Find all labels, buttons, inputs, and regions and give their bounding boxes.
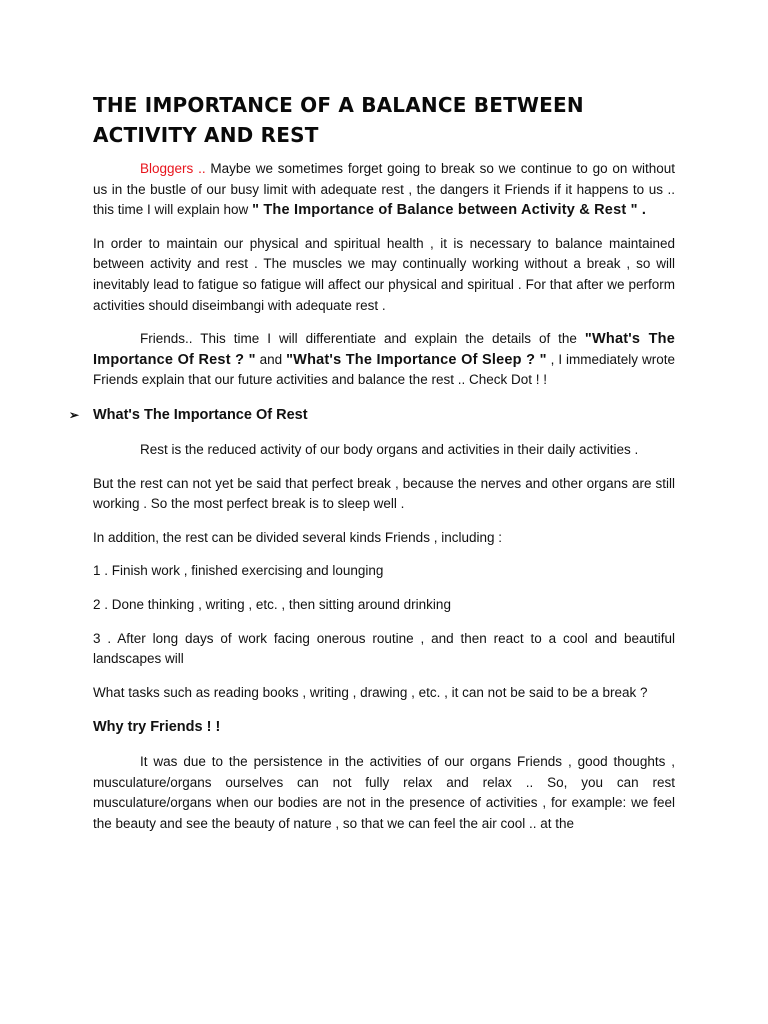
paragraph-2-text-b: and (255, 351, 287, 367)
section-heading-why: Why try Friends ! ! (93, 719, 221, 736)
intro-emphasis: " The Importance of Balance between Activity & Rest " . (252, 202, 647, 219)
document-title: THE IMPORTANCE OF A BALANCE BETWEEN ACTIVITY AND REST (93, 93, 584, 147)
list-item: 1 . Finish work , finished exercising and lounging (93, 563, 384, 579)
rest-definition: Rest is the reduced activity of our body organs and activities in their daily activities . (140, 441, 639, 457)
rest-not-perfect: But the rest can not yet be said that perfect break , because the nerves and other organs are still working . So the most perfect break is to sleep well . (93, 475, 675, 512)
intro-paragraph (93, 159, 675, 221)
list-item: 3 . After long days of work facing onerous routine , and then react to a cool and beautiful landscapes will (93, 630, 675, 667)
paragraph-2-emphasis-sleep: "What's The Importance Of Sleep ? " (286, 351, 547, 368)
rest-kinds-intro: In addition, the rest can be divided several kinds Friends , including : (93, 529, 502, 545)
section-heading-rest (69, 404, 675, 426)
list-item: 2 . Done thinking , writing , etc. , then sitting around drinking (93, 596, 451, 612)
rest-question: What tasks such as reading books , writing , drawing , etc. , it can not be said to be a break ? (93, 684, 648, 700)
intro-text: Maybe we sometimes forget going to break so we continue to go on without us in the bustle of our busy limit with adequate rest , the dangers it Friends if it happens to us .. this time I will explain how (93, 161, 675, 218)
document-body (69, 159, 675, 848)
arrow-bullet-icon: ➢ (69, 407, 80, 422)
why-paragraph: It was due to the persistence in the activities of our organs Friends , good thoughts , musculature/organs ourselves can not fully relax and relax .. So, you can rest musculature/organs when our bodies are not in the presence of activities , for example: we feel the beauty and see the beauty of nature , so that we can feel the air cool .. at the (93, 754, 675, 832)
paragraph-differentiate (93, 329, 675, 391)
paragraph-2-emphasis-rest: "What's The Importance Of Rest ? " (93, 331, 675, 368)
paragraph-2-text-a: Friends.. This time I will differentiate and explain the details of the (140, 331, 585, 347)
section-heading-rest-text: What's The Importance Of Rest (93, 406, 308, 423)
paragraph-2-text-c: , I immediately wrote Friends explain that our future activities and balance the rest .. Check Dot ! ! (93, 351, 675, 388)
paragraph-balance: In order to maintain our physical and spiritual health , it is necessary to balance maintained between activity and rest . The muscles we may continually working without a break , so will inevitably lead to fatigue so fatigue will affect our physical and spiritual . For that after we perform activities should diseimbangi with adequate rest . (93, 235, 675, 313)
intro-lead: Bloggers .. (140, 161, 206, 176)
